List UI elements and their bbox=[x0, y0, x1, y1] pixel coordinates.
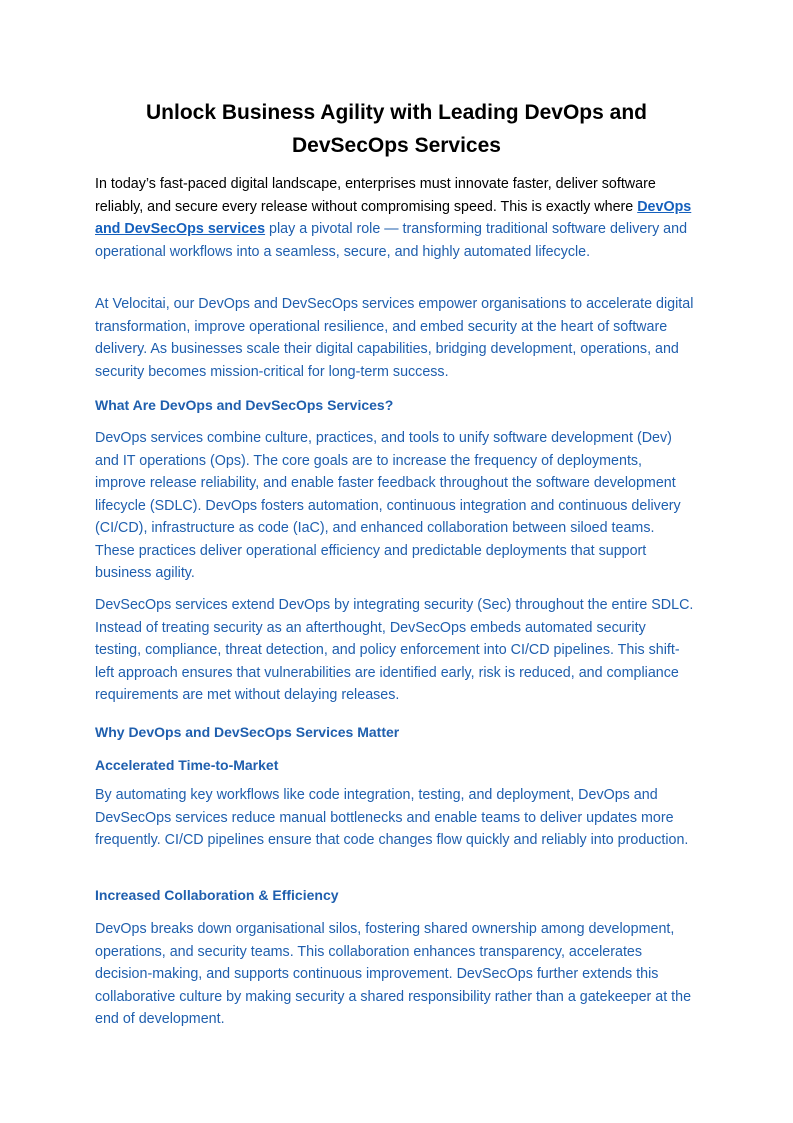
subheading-time-to-market: Accelerated Time-to-Market bbox=[95, 757, 279, 773]
devsecops-paragraph: DevSecOps services extend DevOps by integrating security (Sec) throughout the entire SDLC. Instead of treating security as an afterthought, DevSecOps embeds automated security testing, compliance, threat detection, and policy enforcement into CI/CD pipelines. This shift-left approach ensures that vulnerabilities are identified early, risk is reduced, and compliance requirements are met without delaying releases. bbox=[95, 597, 694, 703]
devops-services-link[interactable]: DevOps and DevSecOps services bbox=[95, 198, 692, 237]
intro-text-after: play a pivotal role — transforming traditional software delivery and operational workflows into a seamless, secure, and highly automated lifecycle. bbox=[95, 221, 688, 260]
intro-text-before: In today’s fast-paced digital landscape, enterprises must innovate faster, deliver software reliably, and secure every release without compromising speed. This is exactly where bbox=[95, 176, 656, 215]
time-to-market-paragraph: By automating key workflows like code integration, testing, and deployment, DevOps and DevSecOps services reduce manual bottlenecks and enable teams to deliver updates more frequently. CI/CD pipelines ensure that code changes flow quickly and reliably into production. bbox=[95, 787, 689, 848]
heading-what-are: What Are DevOps and DevSecOps Services? bbox=[95, 397, 394, 413]
page-title: Unlock Business Agility with Leading DevOps and DevSecOps Services bbox=[146, 101, 647, 157]
collaboration-paragraph: DevOps breaks down organisational silos, fostering shared ownership among development, operations, and security teams. This collaboration enhances transparency, accelerates decision-making, and supports continuous improvement. DevSecOps further extends this collaborative culture by making security a shared responsibility rather than a gatekeeper at the end of development. bbox=[95, 921, 692, 1027]
intro-paragraph bbox=[95, 173, 695, 263]
devops-paragraph: DevOps services combine culture, practices, and tools to unify software development (Dev) and IT operations (Ops). The core goals are to increase the frequency of deployments, improve release reliability, and enable faster feedback throughout the software development lifecycle (SDLC). DevOps fosters automation, continuous integration and continuous delivery (CI/CD), infrastructure as code (IaC), and enhanced collaboration between siloed teams. These practices deliver operational efficiency and predictable deployments that support business agility. bbox=[95, 430, 681, 581]
heading-why-matter: Why DevOps and DevSecOps Services Matter bbox=[95, 724, 400, 740]
velocitai-paragraph: At Velocitai, our DevOps and DevSecOps services empower organisations to accelerate digital transformation, improve operational resilience, and embed security at the heart of software delivery. As businesses scale their digital capabilities, bridging development, operations, and security becomes mission-critical for long-term success. bbox=[95, 296, 694, 380]
heading-collaboration: Increased Collaboration & Efficiency bbox=[95, 887, 339, 903]
